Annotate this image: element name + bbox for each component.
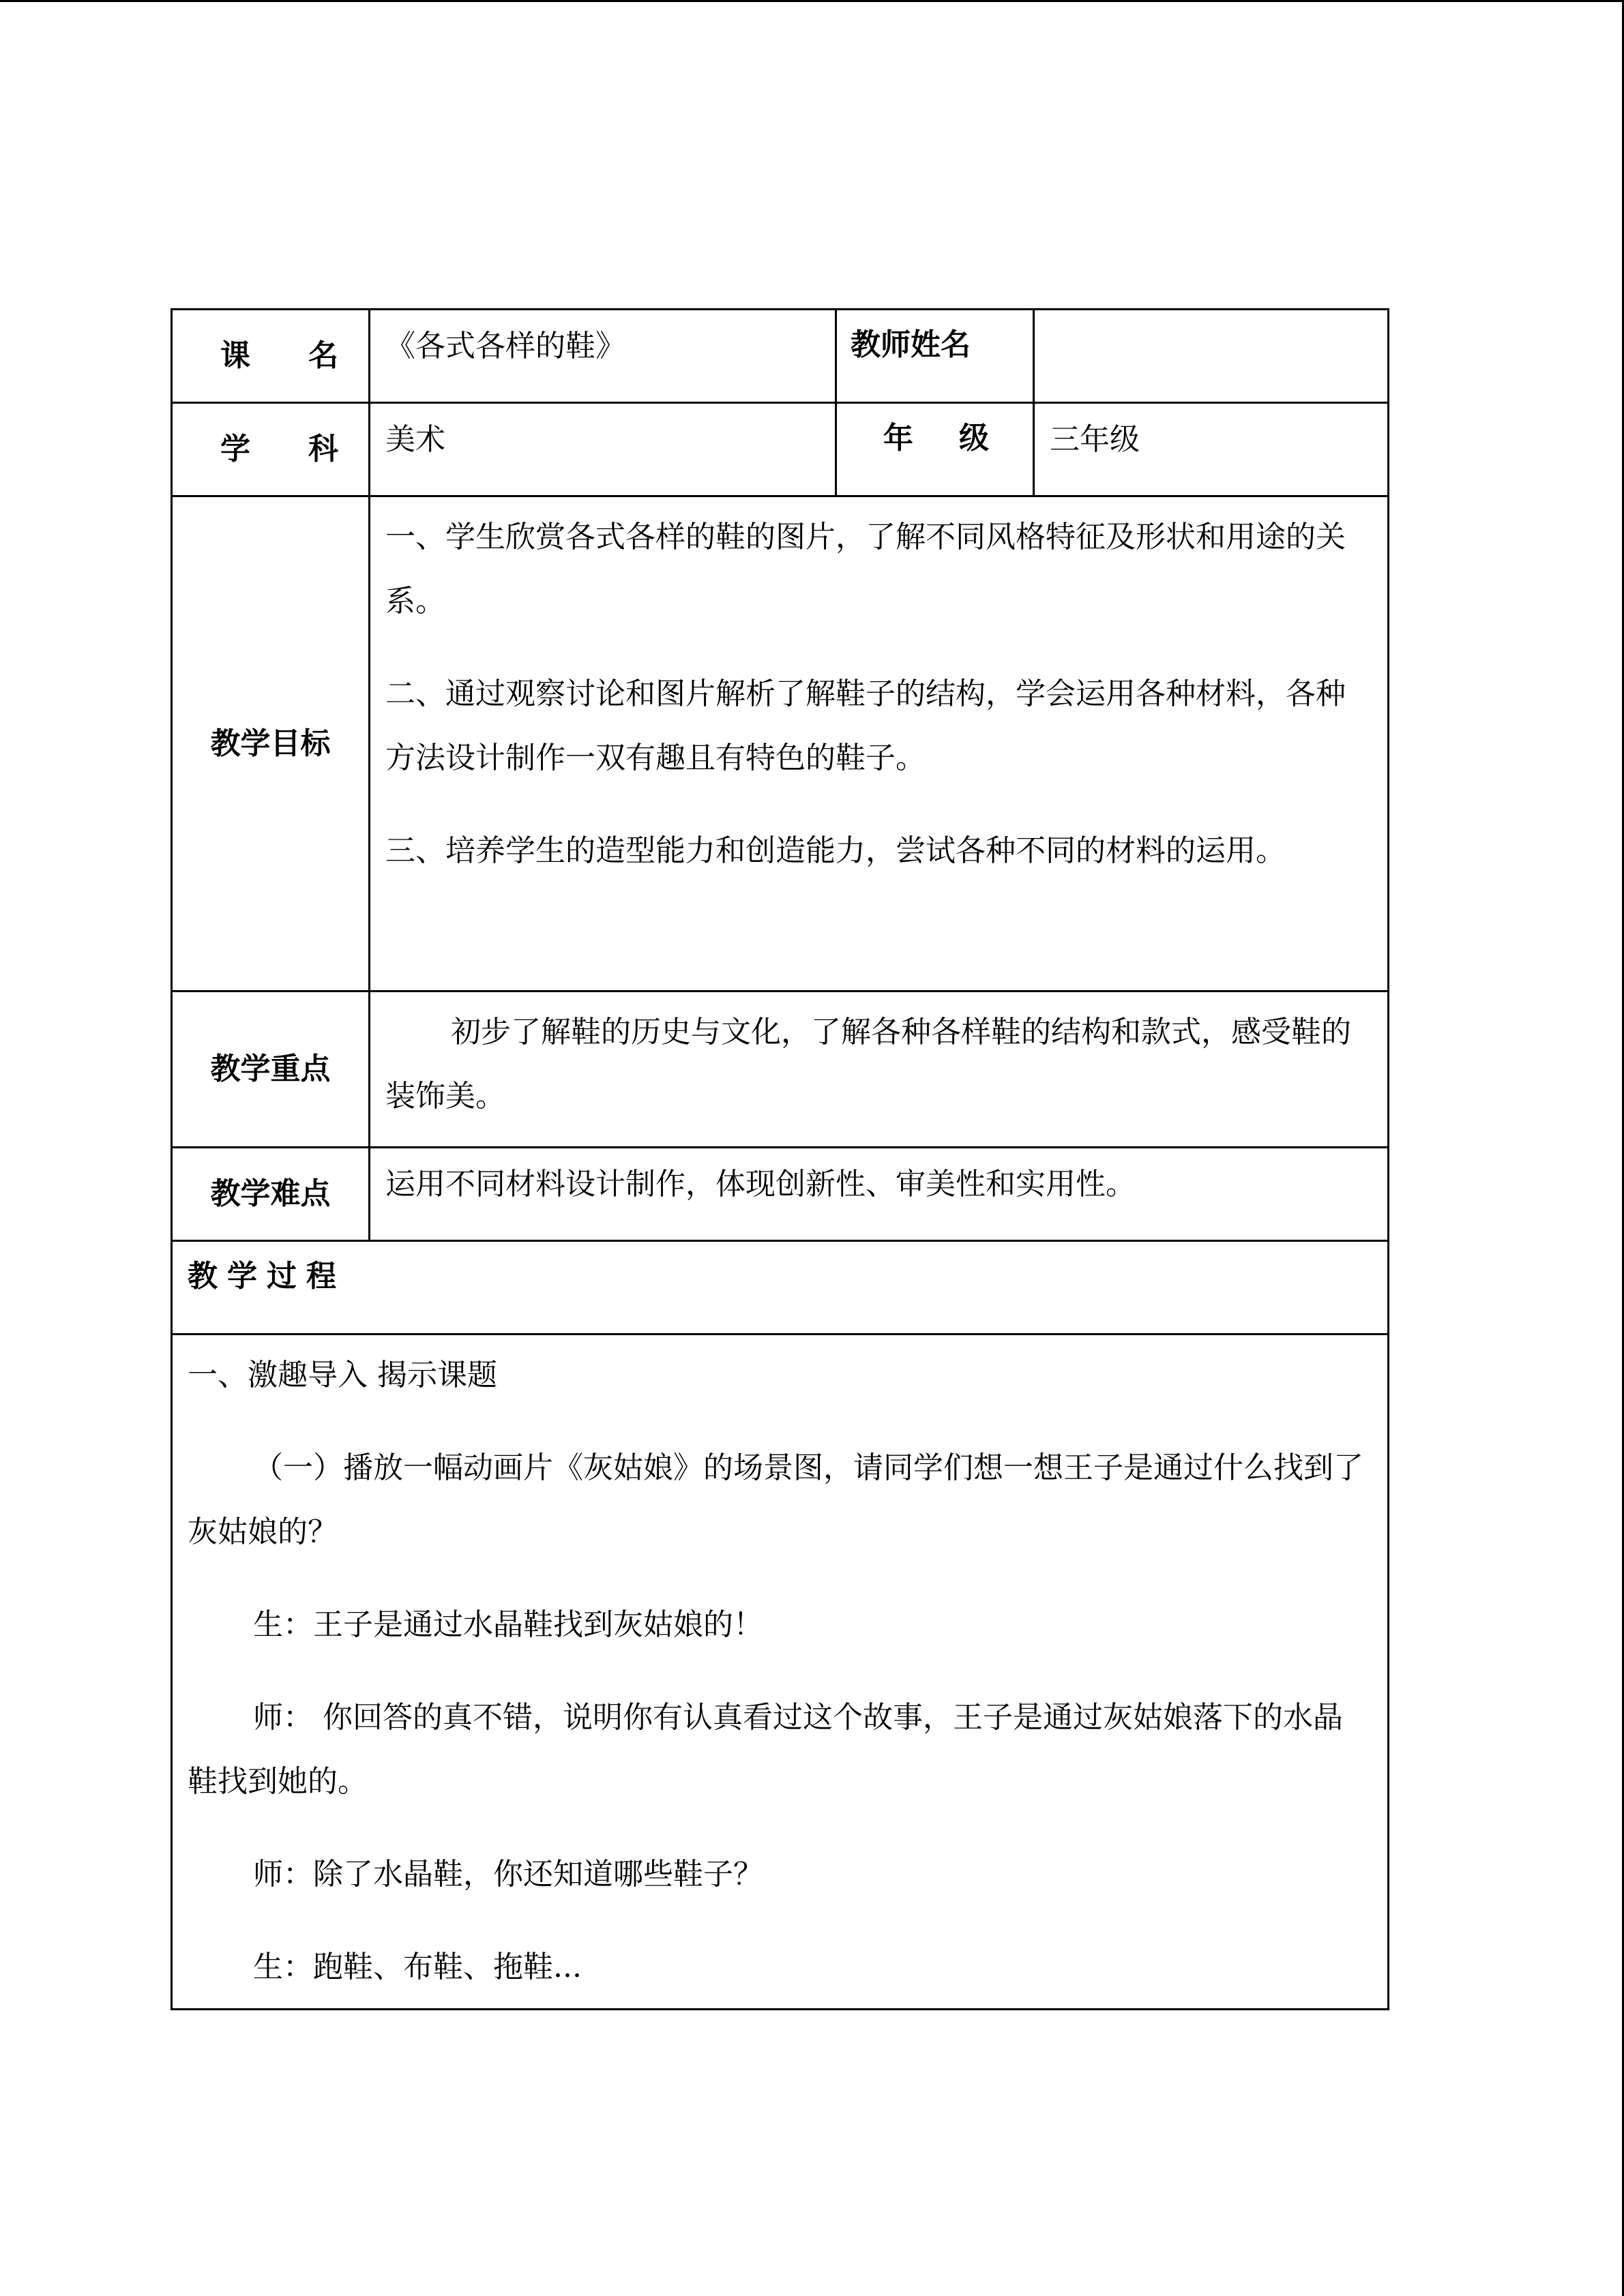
course-label-cell [172, 310, 370, 403]
teacher-value [1034, 310, 1389, 403]
grade-label-char-1: 年 [883, 421, 913, 456]
goal-item: 二、通过观察讨论和图片解析了解鞋子的结构，学会运用各种材料，各种方法设计制作一双有趣且有特色的鞋子。 [385, 676, 1346, 775]
grade-label-char-2: 级 [959, 421, 989, 456]
subject-label-cell [172, 403, 370, 496]
process-heading: 教学过程 [172, 1241, 1389, 1335]
process-paragraph: 生：跑鞋、布鞋、拖鞋... [253, 1950, 582, 1984]
lesson-plan-table [171, 308, 1389, 2010]
row-process-content [172, 1335, 1389, 2010]
key-points-text: 初步了解鞋的历史与文化，了解各种各样鞋的结构和款式，感受鞋的装饰美。 [385, 1015, 1351, 1114]
subject-label-char-2: 科 [308, 432, 338, 467]
difficulties-label: 教学难点 [172, 1148, 370, 1241]
page-top-border [0, 0, 1624, 2]
row-subject [172, 403, 1389, 496]
row-key-points [172, 992, 1389, 1148]
key-points-content [370, 992, 1389, 1148]
process-paragraph: （一）播放一幅动画片《灰姑娘》的场景图，请同学们想一想王子是通过什么找到了灰姑娘的？ [188, 1450, 1363, 1549]
subject-value: 美术 [370, 403, 836, 496]
process-section-title: 一、激趣导入 揭示课题 [188, 1358, 497, 1392]
process-paragraph: 师：除了水晶鞋，你还知道哪些鞋子？ [253, 1857, 763, 1892]
grade-value: 三年级 [1034, 403, 1389, 496]
key-points-label: 教学重点 [172, 992, 370, 1148]
row-goals [172, 496, 1389, 992]
course-value: 《各式各样的鞋》 [370, 310, 836, 403]
difficulties-text: 运用不同材料设计制作，体现创新性、审美性和实用性。 [370, 1148, 1389, 1241]
process-paragraph: 师： 你回答的真不错，说明你有认真看过这个故事，王子是通过灰姑娘落下的水晶鞋找到她的。 [188, 1700, 1343, 1799]
grade-label-cell [836, 403, 1034, 496]
course-label-char-2: 名 [308, 338, 338, 374]
goal-item: 三、培养学生的造型能力和创造能力，尝试各种不同的材料的运用。 [385, 833, 1286, 868]
process-paragraph: 生：王子是通过水晶鞋找到灰姑娘的！ [253, 1607, 763, 1642]
row-course [172, 310, 1389, 403]
process-content [172, 1335, 1389, 2010]
course-label-char-1: 课 [220, 338, 250, 374]
row-difficulties [172, 1148, 1389, 1241]
row-process-heading [172, 1241, 1389, 1335]
subject-label-char-1: 学 [220, 432, 250, 467]
goals-label: 教学目标 [172, 496, 370, 992]
goal-item: 一、学生欣赏各式各样的鞋的图片，了解不同风格特征及形状和用途的关系。 [385, 520, 1346, 618]
goals-content [370, 496, 1389, 992]
teacher-label: 教师姓名 [836, 310, 1034, 403]
